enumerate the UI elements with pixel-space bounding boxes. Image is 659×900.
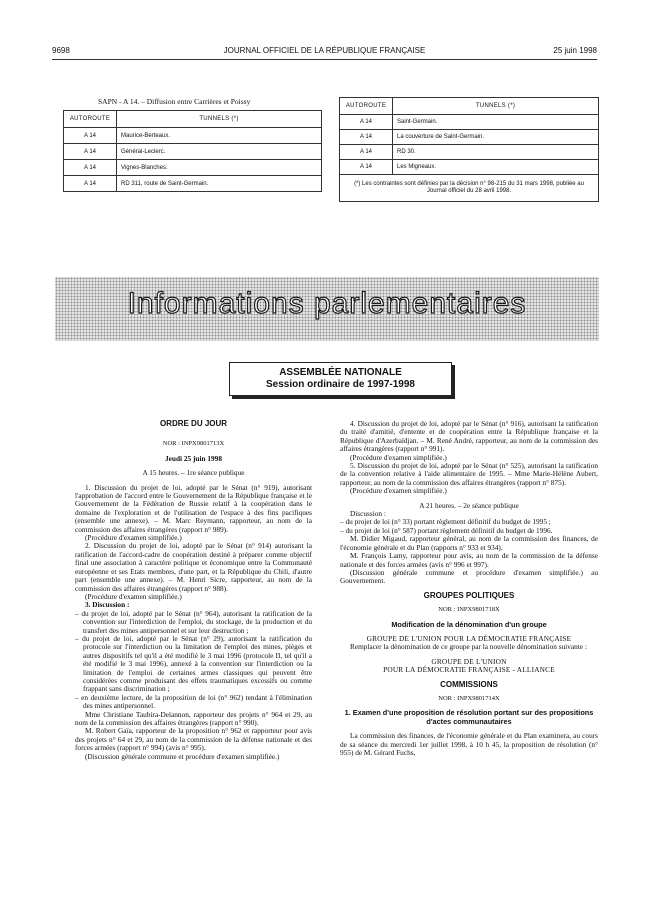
- cell-autoroute: A 14: [340, 130, 393, 145]
- table-row: [64, 128, 322, 144]
- col-autoroute: AUTOROUTE: [64, 111, 117, 128]
- agenda-subitem: – du projet de loi, adopté par le Sénat (n° 964), autorisant la ratification de la convention sur l'interdiction de l'emploi, du stockage, de la production et du transfert des mines antipersonnel et sur leur destruction ;: [75, 608, 312, 635]
- group-new-name-line2: POUR LA DÉMOCRATIE FRANÇAISE - ALLIANCE: [383, 665, 555, 675]
- banner-title: Informations parlementaires: [127, 287, 527, 320]
- subsection-title: 1. Examen d'une proposition de résolution portant sur des propositions d'actes communautaires: [344, 708, 594, 726]
- assembly-session: Session ordinaire de 1997-1998: [266, 379, 415, 390]
- nor-reference: NOR : INPX9801713X: [162, 440, 225, 448]
- header-rule: [52, 59, 597, 60]
- agenda-item-5: 5. Discussion du projet de loi, adopté par le Sénat (n° 525), autorisant la ratification de la convention relative à l'aide alimentaire de 1995. – Mme Marie-Hélène Aubert, rapporteur, au nom de la commission des affaires étrangères (rapport n° 875).: [340, 461, 598, 487]
- rapporteur-note: M. Didier Migaud, rapporteur général, au nom de la commission des finances, de l'économie générale et du Plan (rapports n° 933 et 934).: [340, 534, 598, 552]
- table-header-row: [64, 111, 322, 128]
- page-header: [52, 46, 597, 60]
- left-table-caption: SAPN - A 14. – Diffusion entre Carrières et Poissy: [98, 97, 251, 106]
- agenda-item-4: 4. Discussion du projet de loi, adopté par le Sénat (n° 916), autorisant la ratification du traité d'amitié, d'entente et de coopération entre la République française et la République d'Azerbaïdjan. – M. René André, rapporteur, au nom de la commission des affaires étrangères (rapport n° 991).: [340, 419, 598, 454]
- cell-tunnel: RD 311, route de Saint-Germain.: [117, 176, 322, 192]
- table-footnote: (*) Les contraintes sont définies par la décision n° 98-215 du 31 mars 1998, publiée au Journal officiel du 28 avril 1998.: [340, 175, 599, 202]
- cell-autoroute: A 14: [64, 144, 117, 160]
- procedure-note: (Procédure d'examen simplifiée.): [350, 452, 447, 462]
- agenda-subitem: – du projet de loi (n° 33) portant règlement définitif du budget de 1995 ;: [340, 517, 551, 527]
- table-row: [64, 176, 322, 192]
- table-row: [340, 160, 599, 175]
- section-banner: [55, 277, 599, 341]
- table-row: [340, 130, 599, 145]
- agenda-subitem: – du projet de loi, adopté par le Sénat (n° 29), autorisant la ratification du protocole sur l'interdiction ou la limitation de l'emploi des mines, pièges et autres dispositifs tel qu'il a été modifié le 3 mai 1996 (protocole II, tel qu'il a été modifié le 3 mai 1996), annexé à la convention sur l'interdiction ou la limitation de l'emploi de certaines armes classiques qui peuvent être considérées comme produisant des effets traumatiques excessifs ou comme frappant sans discrimination ;: [75, 633, 312, 694]
- assembly-title-box: [229, 362, 452, 396]
- col-tunnels: TUNNELS (*): [393, 98, 599, 115]
- section-heading-ordre-du-jour: ORDRE DU JOUR: [159, 419, 228, 428]
- group-old-name: GROUPE DE L'UNION POUR LA DÉMOCRATIE FRANÇAISE: [366, 633, 572, 643]
- table-row: [340, 145, 599, 160]
- col-autoroute: AUTOROUTE: [340, 98, 393, 115]
- cell-autoroute: A 14: [340, 160, 393, 175]
- agenda-item-1: 1. Discussion du projet de loi, adopté par le Sénat (n° 919), autorisant l'approbation de l'accord entre le Gouvernement de la République française et le Gouvernement de la Fédération de Russie relatif à la coopération dans le domaine de l'exploration et de l'utilisation de l'espace à des fins pacifiques (ensemble une annexe). – M. Marc Reymann, rapporteur, au nom de la commission des affaires étrangères (rapport n° 989).: [75, 482, 312, 534]
- cell-tunnel: Vignes-Blanches.: [117, 160, 322, 176]
- table-note-row: [340, 175, 599, 202]
- tunnels-table-right: [339, 97, 599, 202]
- page-number: 9698: [52, 46, 70, 55]
- subsection-title: Modification de la dénomination d'un groupe: [391, 619, 547, 629]
- cell-tunnel: Général-Leclerc.: [117, 144, 322, 160]
- discussion-label: Discussion :: [350, 509, 386, 519]
- table-row: [64, 160, 322, 176]
- agenda-item-3: 3. Discussion :: [85, 600, 130, 610]
- section-heading-groupes: GROUPES POLITIQUES: [423, 590, 515, 600]
- rapporteur-note: M. François Lamy, rapporteur pour avis, au nom de la commission de la défense nationale et des forces armées (avis n° 996 et 997).: [340, 551, 598, 569]
- right-column: [340, 420, 598, 757]
- cell-autoroute: A 14: [64, 128, 117, 144]
- cell-tunnel: La couverture de Saint-Germain.: [393, 130, 599, 145]
- tunnels-table-left: [63, 110, 322, 192]
- procedure-note: (Discussion générale commune et procédure d'examen simplifiée.) au Gouvernement.: [340, 567, 598, 586]
- nor-reference: NOR : INPX9801714X: [438, 694, 500, 702]
- sitting-date: Jeudi 25 juin 1998: [165, 453, 222, 463]
- cell-autoroute: A 14: [340, 145, 393, 160]
- group-new-name-line1: GROUPE DE L'UNION: [431, 656, 507, 666]
- section-heading-commissions: COMMISSIONS: [440, 679, 498, 689]
- cell-autoroute: A 14: [64, 160, 117, 176]
- journal-title: JOURNAL OFFICIEL DE LA RÉPUBLIQUE FRANÇAISE: [223, 46, 426, 55]
- issue-date: 25 juin 1998: [553, 46, 597, 55]
- session-time: A 15 heures. – 1re séance publique: [142, 468, 245, 478]
- table-row: [64, 144, 322, 160]
- procedure-note: (Discussion générale commune et procédure d'examen simplifiée.): [85, 751, 280, 761]
- procedure-note: (Procédure d'examen simplifiée.): [350, 486, 447, 496]
- cell-tunnel: Saint-Germain.: [393, 115, 599, 130]
- cell-autoroute: A 14: [64, 176, 117, 192]
- table-row: [340, 115, 599, 130]
- assembly-title: ASSEMBLÉE NATIONALE: [279, 367, 402, 378]
- agenda-subitem: – en deuxième lecture, de la proposition de loi (n° 962) tendant à l'élimination des mines antipersonnel.: [75, 692, 312, 711]
- left-column: [75, 420, 312, 761]
- rapporteur-note: M. Robert Gaïa, rapporteur de la proposition n° 962 et rapporteur pour avis des projets n° 64 et 29, au nom de la commission de la défense nationale et des forces armées (rapport n° 994) (avis n° 995).: [75, 726, 312, 753]
- table-header-row: [340, 98, 599, 115]
- col-tunnels: TUNNELS (*): [117, 111, 322, 128]
- procedure-note: (Procédure d'examen simplifiée.): [85, 533, 182, 543]
- cell-tunnel: RD 30.: [393, 145, 599, 160]
- cell-autoroute: A 14: [340, 115, 393, 130]
- cell-tunnel: Maurice-Berteaux.: [117, 128, 322, 144]
- cell-tunnel: Les Migneaux.: [393, 160, 599, 175]
- agenda-subitem: – du projet de loi (n° 587) portant règlement définitif du budget de 1996.: [340, 525, 553, 535]
- session-time: A 21 heures. – 2e séance publique: [419, 500, 519, 510]
- commission-text: La commission des finances, de l'économie générale et du Plan examinera, au cours de sa séance du mercredi 1er juillet 1998, à 10 h 45, la proposition de résolution (n° 955) de M. Gérard Fuchs,: [340, 731, 598, 757]
- nor-reference: NOR : INPX9801718X: [438, 606, 500, 614]
- agenda-item-2: 2. Discussion du projet de loi, adopté par le Sénat (n° 914) autorisant la ratification de l'accord-cadre de coopération destiné à préparer comme objectif final une association à caractère politique et économique entre la Communauté européenne et ses Etats membres, d'une part, et la République du Chili, d'autre part (ensemble une annexe). – M. Henri Sicre, rapporteur, au nom de la commission des affaires étrangères (rapport n° 988).: [75, 541, 312, 593]
- rapporteur-note: Mme Christiane Taubira-Delannon, rapporteur des projets n° 964 et 29, au nom de la commission des affaires étrangères (rapport n° 990).: [75, 709, 312, 727]
- group-change-text: Remplacer la dénomination de ce groupe par la nouvelle dénomination suivante :: [350, 642, 587, 652]
- procedure-note: (Procédure d'examen simplifiée.): [85, 591, 182, 601]
